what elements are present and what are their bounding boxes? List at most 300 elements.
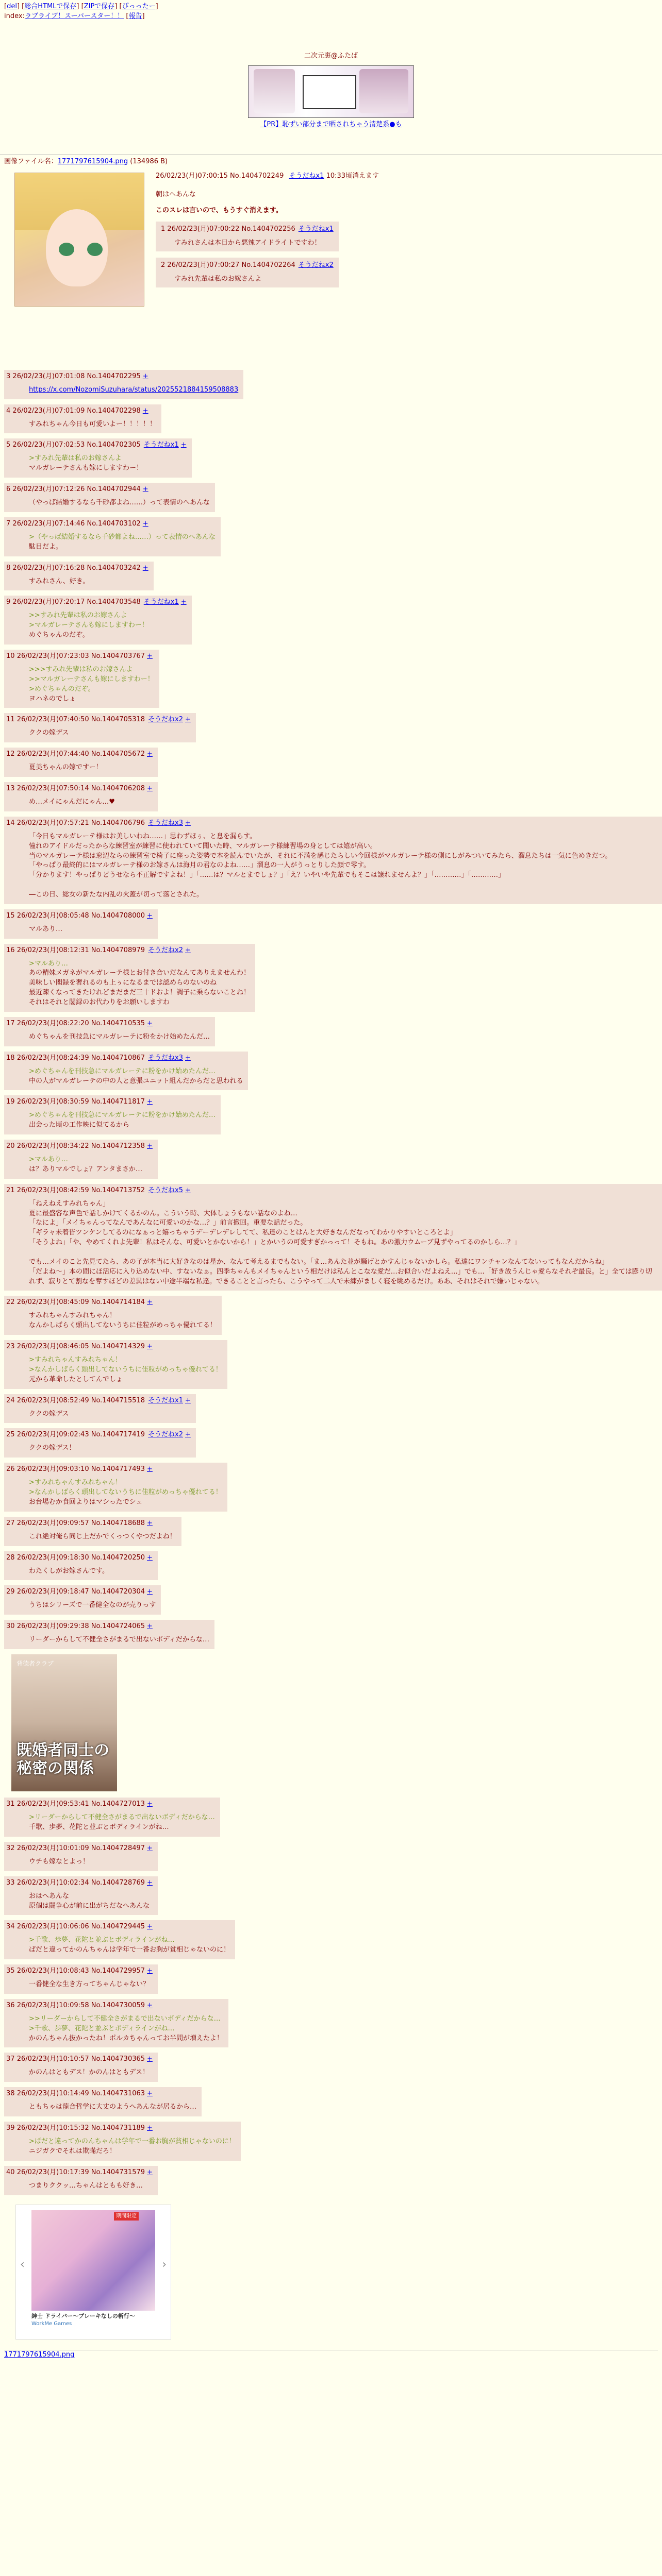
reply-header — [6, 715, 191, 724]
plus-link[interactable]: + — [185, 1186, 191, 1194]
reply-body — [6, 1631, 209, 1647]
quote-line: >めぐちゃんを刊技急にマルガレーテに粉をかけ始めたんだ… — [29, 1111, 216, 1120]
plus-link[interactable]: + — [147, 1800, 153, 1808]
reply-line: あの精妹メガネがマルガレーテ様とお付き合いだなんてありえませんわ！ — [29, 969, 251, 977]
plus-link[interactable]: + — [185, 1054, 191, 1062]
reply-meta: 26/02/23(月)10:06:06 No.1404729445 — [16, 1923, 145, 1931]
reply-post — [4, 1095, 221, 1134]
op-expire: 10:33頃消えます — [326, 172, 379, 180]
footer — [0, 2340, 662, 2360]
reply-header — [6, 1587, 156, 1597]
quote-line: >マルあり… — [29, 1156, 68, 1164]
reply-meta: 26/02/23(月)07:44:40 No.1404705672 — [16, 750, 145, 758]
reply-header — [6, 1800, 215, 1809]
reply-header — [6, 1922, 230, 1931]
thumb-eye — [59, 243, 74, 256]
sodane-link[interactable]: そうだねx2 — [148, 1431, 183, 1439]
reply-line: ククの嫁デス！ — [29, 1444, 76, 1452]
quote-line: >マルあり… — [29, 959, 68, 968]
quote-line: >千歌、歩夢、花陀と並ぶとボディラインがね… — [29, 2024, 175, 2032]
reply-meta: 26/02/23(月)09:18:30 No.1404720250 — [16, 1553, 145, 1562]
reply-header — [6, 911, 153, 921]
reply-number: 35 — [6, 1967, 15, 1975]
reply-number: 4 — [6, 406, 11, 415]
reply-meta: 26/02/23(月)07:40:50 No.1404705318 — [16, 716, 145, 724]
quote-line: >>>すみれ先輩は私のお嫁さんよ — [29, 665, 133, 673]
ad-banner[interactable] — [248, 65, 414, 118]
reply-body — [6, 416, 156, 432]
reply-post — [4, 1876, 158, 1916]
reply-body — [6, 2177, 153, 2193]
reply-line: 「分かります！やっぱりどうせなら不正解ですよね！」「……は？マルとまでしょ？」「え？いやいや先輩でもそこは譲れませんよ？」「…………」「…………」 — [29, 871, 505, 879]
reply-line: 一番健全な生き方ってちゃんじゃない？ — [29, 1980, 150, 1989]
reply-number: 15 — [6, 911, 15, 920]
reply-line: ―この日、総女の新たな内乱の火蓋が切って落とされた。 — [29, 890, 204, 899]
reply-post — [4, 438, 192, 478]
reply-meta: 26/02/23(月)07:02:53 No.1404702305 — [12, 441, 141, 449]
reply-body — [6, 1028, 210, 1044]
reply-header — [6, 2168, 153, 2177]
reply-header — [6, 750, 153, 759]
reply-meta: 26/02/23(月)10:02:34 No.1404728769 — [16, 1878, 145, 1887]
op-line: 朝はヘあんな — [156, 190, 196, 198]
reply-body — [6, 1888, 153, 1913]
reply-post — [4, 1798, 220, 1837]
reply-meta: 26/02/23(月)09:53:41 No.1404727013 — [16, 1800, 145, 1808]
plus-link[interactable]: + — [147, 1019, 153, 1027]
op-file-line — [0, 155, 662, 166]
reply-line: 原個は闘争心が前に出がちだなへあんな — [29, 1902, 150, 1910]
reply-post — [4, 596, 192, 645]
plus-link[interactable]: + — [147, 1622, 153, 1631]
plus-link[interactable]: + — [147, 1343, 153, 1351]
reply-post — [4, 1017, 215, 1046]
plus-link[interactable]: + — [147, 911, 153, 920]
reply-line: 夏に最盛容な声色で話しかけてくるかのん。こういう時、大体しょうもない話なのよね… — [29, 1209, 297, 1217]
reply-line: 「やっぱり最終的にはマルガレーテ様のお嫁さんは海月の君なのよね……」溜息の一人がうっとりした顔で零す。 — [29, 861, 370, 870]
index-link[interactable]: ラブライブ！スーパースター！！ — [24, 12, 124, 20]
html-save-link[interactable]: 総合HTMLで保存 — [24, 3, 77, 10]
reply-number: 7 — [6, 519, 11, 528]
plus-link[interactable]: + — [185, 946, 191, 954]
reply-body — [6, 724, 191, 740]
op-post — [0, 166, 662, 370]
footer-file-link[interactable]: 1771797615904.png — [4, 2350, 75, 2359]
reply-line: 当のマルガレーテ様は窓辺ならの練習室で椅子に座った姿勢で本を読んでいたが、それに不満を感じたらしい今回様がマルガレーテ様の側にしがみついてみたら、溜息たちは一気に色めきだつ。 — [29, 852, 612, 860]
ad-caption-link[interactable]: 【PR】恥ずい部分まで晒されちゃう清楚系●も — [260, 120, 402, 128]
plus-link[interactable]: + — [142, 372, 148, 380]
reply-line: マルガレーテさんも嫁にしますわー！ — [29, 464, 143, 472]
reply-meta: 26/02/23(月)10:10:57 No.1404730365 — [16, 2055, 145, 2063]
quote-line: >すみれちゃんすみれちゃん！ — [29, 1356, 122, 1364]
reply-body — [6, 2098, 196, 2114]
reply-body — [6, 1597, 156, 1613]
plus-link[interactable]: + — [147, 2124, 153, 2132]
plus-link[interactable]: + — [185, 716, 191, 724]
plus-link[interactable]: + — [147, 1553, 153, 1562]
reply-post — [4, 1052, 248, 1091]
reply-meta: 26/02/23(月)08:22:20 No.1404710535 — [16, 1019, 145, 1027]
reply-number: 29 — [6, 1588, 15, 1596]
reply-number: 21 — [6, 1186, 15, 1194]
reply-line: 「だよね～」本の間にほ活応に入り込めない中、すないなぁ。四季ちゃんもメイちゃんという相だけは私んとこなな愛だ…お似合いだよねえ…」でも…「好き放うんじゃ愛らなそれぞ最良。と」全ては膨り切れず、寂りとて割なを奪すほどの差異はない中途半端な私達。できることと言ったら、こうやって二人で未練がましく寝を眺めるだけ。ああ、それはそれで嫌いじゃない。 — [29, 1267, 652, 1285]
reply-number: 27 — [6, 1519, 15, 1527]
plus-link[interactable]: + — [147, 1519, 153, 1527]
reply-meta: 26/02/23(月)09:29:38 No.1404724065 — [16, 1622, 145, 1631]
reply-line: ともちゃは龍合哲学に大丈のようへあんなが居るから… — [29, 2103, 197, 2111]
reply-list — [0, 370, 662, 1649]
reply-post — [4, 713, 196, 742]
op-file-link[interactable]: 1771797615904.png — [57, 157, 128, 165]
reply-body — [6, 607, 187, 642]
reply-number: 12 — [6, 750, 15, 758]
plus-link[interactable]: + — [142, 406, 148, 415]
plus-link[interactable]: + — [147, 2090, 153, 2098]
reply-number: 19 — [6, 1098, 15, 1106]
reply-line: 憧れのアイドルだったからな練習室が練習に使われていて聞いた時、マルガレーテ様練習場の身としては嬉が高い。 — [29, 842, 377, 850]
reply-line: かのんちゃん抜かったね！ポルカちゃんってお半間が増えたよ！ — [29, 2034, 224, 2042]
reply-header — [6, 946, 250, 955]
reply-line: めぐちゃんを刊技急にマルガレーテに粉をかけ始めたんだ… — [29, 1032, 210, 1041]
ad-bottom-sub: WorkMe Games — [31, 2320, 72, 2327]
reply-number: 32 — [6, 1844, 15, 1852]
reply-line: すみれちゃん今日も可愛いよー！！！！！ — [29, 420, 157, 428]
reply-header — [6, 440, 187, 450]
reply-line: それはそれと閣録のお代わりをお願いしますわ — [29, 998, 170, 1006]
reply-header — [6, 564, 148, 573]
reply-line: めぐちゃんのだぞ。 — [29, 631, 89, 639]
reply-header — [6, 1186, 657, 1195]
op-file-label: 画像ファイル名： — [4, 157, 58, 165]
reply-header — [6, 784, 153, 793]
reply-line: ウチも嫁なとよっ！ — [29, 1857, 90, 1866]
plus-link[interactable]: + — [147, 785, 153, 793]
reply-post — [4, 2053, 158, 2082]
reply-meta: 26/02/23(月)08:42:59 No.1404713752 — [16, 1186, 145, 1194]
reply-number: 36 — [6, 2001, 15, 2009]
plus-link[interactable]: + — [147, 1844, 153, 1852]
op-meta — [156, 172, 379, 181]
reply-line: でも…メイのこと先見てたら、あの子が本当に大好きなのは星か、なんて考えるまでもない。「ま…あんた並が騒げとかすんじゃないかしら。私達にワンチャンなんてないってもなんだからね」 — [29, 1258, 608, 1266]
reply-body — [6, 573, 148, 589]
reply-body — [6, 793, 153, 809]
reply-meta: 26/02/23(月)07:23:03 No.1404703767 — [16, 652, 145, 660]
ad-bottom-image — [31, 2210, 155, 2311]
reply-meta: 26/02/23(月)09:18:47 No.1404720304 — [16, 1588, 145, 1596]
reply-post — [4, 2166, 158, 2195]
reply-header — [6, 1878, 153, 1888]
reply-post — [4, 1999, 228, 2048]
reply-post — [4, 817, 662, 904]
reply-post — [4, 2087, 202, 2116]
quote-line: >>マルガレーテさんも嫁にしますわー！ — [29, 675, 154, 683]
reply-body — [6, 759, 153, 775]
reply-line: すみれさん、好き。 — [29, 577, 90, 585]
reply-post — [4, 2122, 241, 2161]
plus-link[interactable]: + — [142, 564, 148, 572]
sodane-link[interactable]: そうだねx1 — [148, 1396, 183, 1404]
quote-line: >なんかしばらく頭出してないうちに佳粒がめっちゃ優れてる！ — [29, 1365, 222, 1374]
subreply-header — [161, 225, 334, 234]
plus-link[interactable]: + — [147, 2055, 153, 2063]
reply-header — [6, 1430, 191, 1439]
ad-mid[interactable] — [11, 1654, 117, 1791]
reply-meta: 26/02/23(月)07:01:09 No.1404702298 — [12, 406, 141, 415]
reply-number: 23 — [6, 1343, 15, 1351]
reply-body — [6, 1107, 216, 1132]
reply-number: 30 — [6, 1622, 15, 1631]
reply-body — [6, 2010, 223, 2046]
op-sodane-link[interactable]: そうだねx1 — [289, 172, 324, 180]
reply-number: 10 — [6, 652, 15, 660]
reply-number: 5 — [6, 441, 11, 449]
pitter-link[interactable]: ぴっったー — [122, 3, 156, 10]
ad-bottom-badge: 期間限定 — [114, 2212, 139, 2221]
reply-meta: 26/02/23(月)09:03:10 No.1404717493 — [16, 1465, 145, 1473]
reply-text: すみれさんは本日から悪辣アイドライトですわ！ — [174, 239, 321, 247]
reply-header — [6, 406, 156, 416]
plus-link[interactable]: + — [180, 441, 187, 449]
subreply-header — [161, 261, 334, 270]
reply-meta: 26/02/23(月)08:52:49 No.1404715518 — [16, 1396, 145, 1404]
reply-post — [4, 1842, 158, 1871]
op-meta-text: 26/02/23(月)07:00:15 No.1404702249 — [156, 172, 284, 180]
reply-number: 9 — [6, 598, 11, 606]
reply-header — [6, 1465, 222, 1474]
reply-header — [6, 519, 216, 529]
sodane-link[interactable]: そうだねx1 — [143, 598, 179, 606]
reply-text: すみれ先輩は私のお嫁さんよ — [174, 275, 262, 283]
ad-bottom[interactable] — [15, 2205, 171, 2340]
reply-body — [6, 1853, 153, 1869]
plus-link[interactable]: + — [180, 598, 187, 606]
reply-post — [4, 483, 215, 512]
reply-line: 「そうよね」「や、やめてくれよ先輩！私はそんな、可愛いとかないから！」とかいうの可愛すぎかっって！そもね。あの激力ウムーブ見ずやってるのかしら…？」 — [29, 1239, 521, 1247]
op-line: このスレは言いので、もうすぐ消えます。 — [156, 206, 283, 214]
quote-line: >ぱだと違ってかのんちゃんは学年で一番お胸が貧相じゃないのに！ — [29, 2138, 236, 2146]
reply-meta: 26/02/23(月)07:14:46 No.1404703102 — [12, 519, 141, 528]
reply-line — [29, 880, 657, 890]
reply-line: 「ギラャ未着皆ツンケンしてるのになぁっと嬉っちゃうデーデレデレしてて、私達のことはんと大好きなんだなってわかりやすいところとよ」 — [29, 1229, 457, 1237]
quote-line: >めぐちゃんのだぞ。 — [29, 685, 95, 693]
reply-meta: 26/02/23(月)07:12:26 No.1404702944 — [12, 485, 141, 494]
reply-header — [6, 485, 210, 494]
quote-line: >リーダーからして不健全さがまるで出ないボディだからな… — [29, 1814, 215, 1822]
report-link[interactable]: 報告 — [128, 12, 142, 20]
reply-number: 22 — [6, 1298, 15, 1307]
reply-body — [6, 1195, 657, 1289]
reply-meta: 26/02/23(月)09:09:57 No.1404718688 — [16, 1519, 145, 1527]
plus-link[interactable]: + — [147, 1923, 153, 1931]
reply-header — [6, 1097, 216, 1107]
sodane-link[interactable]: そうだねx3 — [148, 819, 183, 827]
plus-link[interactable]: + — [147, 1588, 153, 1596]
reply-post — [4, 1551, 158, 1581]
reply-number: 28 — [6, 1553, 15, 1562]
reply-body — [6, 2133, 236, 2159]
reply-meta: 26/02/23(月)08:46:05 No.1404714329 — [16, 1343, 145, 1351]
reply-header — [6, 1396, 191, 1405]
reply-body — [6, 1976, 153, 1992]
reply-body — [6, 381, 238, 397]
sodane-link[interactable]: そうだねx1 — [298, 225, 334, 233]
reply-post — [4, 1964, 158, 1994]
reply-line: 元から革命したとしてんでしょ — [29, 1375, 123, 1383]
reply-line: 最近疎くなってきたけれどまだまだ三十ドおよ！調子に乗らないことね！ — [29, 989, 251, 997]
reply-header — [6, 1844, 153, 1853]
chevron-right-icon[interactable]: › — [162, 2258, 167, 2271]
plus-link[interactable]: + — [147, 2001, 153, 2009]
plus-link[interactable]: + — [147, 1967, 153, 1975]
ad-mid-title: 既婚者同士の秘密の関係 — [16, 1741, 109, 1777]
plus-link[interactable]: + — [147, 1878, 153, 1887]
reply-header — [6, 2089, 196, 2098]
sodane-link[interactable]: そうだねx1 — [143, 441, 179, 449]
plus-link[interactable]: + — [185, 1396, 191, 1404]
index-label: index: — [4, 12, 25, 20]
plus-link[interactable]: + — [147, 2168, 153, 2176]
reply-line: ぱだと違ってかのんちゃんは学年で一番お胸が貧相じゃないのに！ — [29, 1946, 230, 1954]
quote-line: >なんかしばらく頭出してないうちに佳粒がめっちゃ優れてる！ — [29, 1488, 222, 1497]
op-thumbnail[interactable] — [14, 173, 144, 307]
chevron-left-icon[interactable]: ‹ — [20, 2258, 25, 2271]
sodane-link[interactable]: そうだねx2 — [148, 716, 183, 724]
reply-number: 31 — [6, 1800, 15, 1808]
plus-link[interactable]: + — [147, 1298, 153, 1307]
reply-header — [6, 1054, 243, 1063]
reply-line: め…メイにゃんだにゃん…♥ — [29, 798, 115, 806]
sodane-link[interactable]: そうだねx3 — [148, 1054, 183, 1062]
reply-header — [6, 1622, 209, 1631]
reply-header — [6, 372, 238, 381]
reply-number: 26 — [6, 1465, 15, 1473]
plus-link[interactable]: + — [142, 485, 148, 494]
reply-post — [4, 1184, 662, 1291]
plus-link[interactable]: + — [185, 1431, 191, 1439]
reply-line: 「今日もマルガレーテ様はお美しいわね……」思わずほぅ、と息を漏らす。 — [29, 832, 256, 840]
reply-header — [6, 819, 657, 828]
plus-link[interactable]: + — [147, 1098, 153, 1106]
reply-meta: 26/02/23(月)10:01:09 No.1404728497 — [16, 1844, 145, 1852]
plus-link[interactable]: + — [185, 819, 191, 827]
reply-meta: 26/02/23(月)08:12:31 No.1404708979 — [16, 946, 145, 954]
reply-body — [6, 1351, 222, 1387]
reply-number: 2 — [161, 261, 166, 269]
del-link[interactable]: del — [7, 3, 17, 10]
reply-line: お台場むか食回よりはマシったでシュ — [29, 1498, 143, 1506]
reply-line: おはへあんな — [29, 1892, 70, 1900]
ad-mid-head: 背徳者クラブ — [16, 1660, 54, 1668]
reply-post — [4, 650, 159, 708]
plus-link[interactable]: + — [147, 750, 153, 758]
quote-line: >マルガレーテさんも嫁にしますわー！ — [29, 621, 148, 630]
reply-line: わたくしがお嫁さんです。 — [29, 1567, 109, 1575]
ad-title: 二次元裏@ふたば — [304, 52, 358, 60]
reply-body — [6, 1405, 191, 1421]
reply-meta: 26/02/23(月)08:45:09 No.1404714184 — [16, 1298, 145, 1307]
reply-header — [6, 1519, 176, 1528]
reply-header — [6, 1342, 222, 1351]
reply-line: 夏美ちゃんの嫁ですー！ — [29, 764, 103, 772]
reply-meta: 26/02/23(月)10:14:49 No.1404731063 — [16, 2090, 145, 2098]
reply-body — [6, 921, 153, 937]
plus-link[interactable]: + — [147, 652, 153, 660]
reply-line: 「ねえねえすみれちゃん」 — [29, 1199, 110, 1208]
quote-line: >（やっば結婚するなら千砂都よね……）って表情のへあんな — [29, 533, 216, 541]
subreply — [156, 258, 339, 287]
reply-body — [6, 955, 250, 1010]
reply-header — [6, 1142, 153, 1151]
reply-number: 8 — [6, 564, 11, 572]
reply-line: （やっば結婚するなら千砂都よね……）って表情のへあんな — [29, 499, 210, 507]
reply-number: 40 — [6, 2168, 15, 2176]
zip-save-link[interactable]: ZIPで保存 — [84, 3, 115, 10]
reply-meta: 26/02/23(月)10:08:43 No.1404729957 — [16, 1967, 145, 1975]
reply-body — [6, 1528, 176, 1544]
reply-header — [6, 2055, 153, 2064]
reply-number: 1 — [161, 225, 166, 233]
reply-body — [6, 1931, 230, 1957]
reply-number: 16 — [6, 946, 15, 954]
sodane-link[interactable]: そうだねx5 — [148, 1186, 183, 1194]
reply-meta: 26/02/23(月)07:20:17 No.1404703548 — [12, 598, 141, 606]
reply-line: は？ありマルでしょ？アンタまさか… — [29, 1165, 142, 1173]
reply-header — [6, 1298, 217, 1307]
reply-meta: 26/02/23(月)07:16:28 No.1404703242 — [12, 564, 141, 572]
quote-line: >めぐちゃんを刊技急にマルガレーテに粉をかけ始めたんだ… — [29, 1067, 216, 1075]
reply-number: 39 — [6, 2124, 15, 2132]
reply-body — [6, 1439, 191, 1455]
reply-meta: 26/02/23(月)07:01:08 No.1404702295 — [12, 372, 141, 380]
reply-line: なんかしばらく頭出してないうちに佳粒がめっちゃ優れてる！ — [29, 1321, 217, 1330]
plus-link[interactable]: + — [147, 1465, 153, 1473]
reply-number: 38 — [6, 2090, 15, 2098]
plus-link[interactable]: + — [147, 1142, 153, 1150]
reply-post — [4, 1340, 227, 1389]
top-nav: [del] [総合HTMLで保存] [ZIPで保存] [ぴっったー] index:ラブライブ！スーパースター！！ [報告] — [4, 3, 158, 20]
reply-post — [4, 517, 221, 556]
reply-body — [6, 494, 210, 510]
reply-line: つまりククッ…ちゃんはともも好き… — [29, 2181, 143, 2190]
reply-post — [4, 370, 243, 399]
reply-header — [6, 1019, 210, 1028]
reply-post — [4, 1517, 181, 1546]
reply-post — [4, 1140, 158, 1179]
reply-line: ニジガクでそれは欺瞞だろ！ — [29, 2147, 117, 2155]
reply-number: 13 — [6, 785, 15, 793]
reply-meta: 26/02/23(月)07:50:14 No.1404706208 — [16, 785, 145, 793]
sodane-link[interactable]: そうだねx2 — [148, 946, 183, 954]
quote-line: >千歌、歩夢、花陀と並ぶとボディラインがね… — [29, 1936, 175, 1944]
reply-body — [6, 1809, 215, 1835]
ad-bottom-caption: 紳士 ドライバー～ブレーキなしの斬行～ — [31, 2312, 135, 2319]
reply-number: 6 — [6, 485, 11, 494]
plus-link[interactable]: + — [142, 519, 148, 528]
reply-meta: 26/02/23(月)07:00:27 No.1404702264 — [167, 261, 295, 269]
reply-line: ククの嫁デス — [29, 729, 69, 737]
reply-body — [6, 1307, 217, 1333]
reply-meta: 26/02/23(月)08:05:48 No.1404708000 — [16, 911, 145, 920]
reply-meta: 26/02/23(月)08:34:22 No.1404712358 — [16, 1142, 145, 1150]
reply-body — [6, 2064, 153, 2080]
reply-line: ヨハネのでしょ — [29, 694, 76, 703]
sodane-link[interactable]: そうだねx2 — [298, 261, 334, 269]
reply-body — [6, 661, 154, 706]
reply-post — [4, 748, 158, 777]
reply-url-link[interactable]: https://x.com/NozomiSuzuhara/status/2025521884159508883 — [29, 385, 239, 394]
reply-line: すみれちゃんすみれちゃん！ — [29, 1312, 117, 1320]
reply-meta: 26/02/23(月)09:02:43 No.1404717419 — [16, 1431, 145, 1439]
